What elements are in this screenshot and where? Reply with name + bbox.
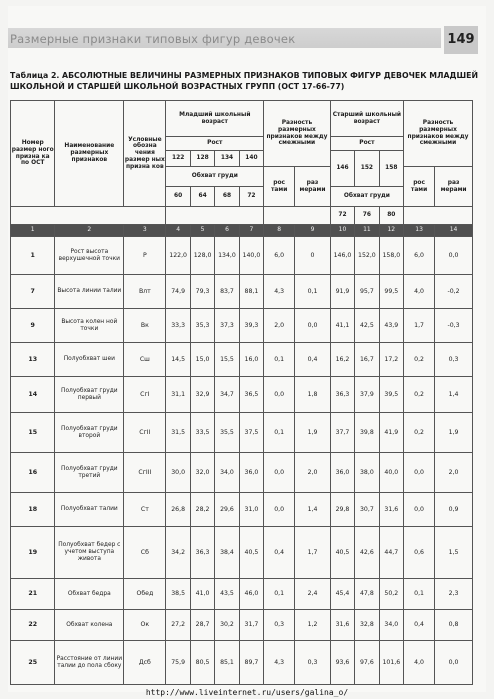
row-number: 25 <box>11 641 55 685</box>
senior-diff-size: -0,3 <box>435 309 473 343</box>
junior-value: 31,5 <box>166 413 190 453</box>
junior-value: 140,0 <box>239 237 263 275</box>
senior-diff-size: 0,9 <box>435 493 473 527</box>
senior-value: 16,7 <box>355 343 379 377</box>
table-row <box>11 453 473 493</box>
column-number: 1 <box>11 225 55 237</box>
row-name: Полуобхват груди первый <box>55 377 124 413</box>
junior-value: 31,0 <box>239 493 263 527</box>
senior-value: 40,5 <box>330 527 354 579</box>
junior-value: 26,8 <box>166 493 190 527</box>
junior-value: 74,9 <box>166 275 190 309</box>
senior-diff-size: 0,0 <box>435 237 473 275</box>
senior-value: 36,3 <box>330 377 354 413</box>
junior-value: 32,9 <box>190 377 214 413</box>
junior-value: 41,0 <box>190 579 214 610</box>
junior-value: 16,0 <box>239 343 263 377</box>
table-row <box>11 309 473 343</box>
table-row <box>11 343 473 377</box>
row-number: 13 <box>11 343 55 377</box>
table-row <box>11 641 473 685</box>
row-symbol: Вк <box>124 309 166 343</box>
row-name: Обхват бедра <box>55 579 124 610</box>
junior-value: 128,0 <box>190 237 214 275</box>
header-junior-by-height: рос тами <box>264 167 295 207</box>
senior-chest-1: 72 <box>330 207 354 225</box>
junior-value: 30,0 <box>166 453 190 493</box>
row-number: 7 <box>11 275 55 309</box>
column-number-row <box>11 225 473 237</box>
row-number: 19 <box>11 527 55 579</box>
row-symbol: Влт <box>124 275 166 309</box>
senior-value: 41,9 <box>379 413 403 453</box>
junior-diff-size: 1,2 <box>295 610 331 641</box>
senior-diff-height: 0,2 <box>404 377 435 413</box>
senior-value: 101,6 <box>379 641 403 685</box>
row-symbol: Дсб <box>124 641 166 685</box>
junior-value: 40,5 <box>239 527 263 579</box>
junior-value: 36,0 <box>239 453 263 493</box>
senior-diff-size: 2,0 <box>435 453 473 493</box>
junior-value: 83,7 <box>215 275 239 309</box>
row-name: Обхват колена <box>55 610 124 641</box>
junior-diff-height: 0,1 <box>264 413 295 453</box>
column-number: 12 <box>379 225 403 237</box>
junior-value: 33,3 <box>166 309 190 343</box>
junior-value: 39,3 <box>239 309 263 343</box>
senior-diff-size: 0,0 <box>435 641 473 685</box>
senior-diff-height: 0,0 <box>404 493 435 527</box>
junior-value: 14,5 <box>166 343 190 377</box>
junior-value: 33,5 <box>190 413 214 453</box>
senior-value: 43,9 <box>379 309 403 343</box>
junior-value: 36,5 <box>239 377 263 413</box>
senior-value: 45,4 <box>330 579 354 610</box>
junior-diff-size: 1,7 <box>295 527 331 579</box>
senior-value: 39,5 <box>379 377 403 413</box>
row-symbol: СгI <box>124 377 166 413</box>
senior-value: 158,0 <box>379 237 403 275</box>
junior-value: 134,0 <box>215 237 239 275</box>
senior-value: 16,2 <box>330 343 354 377</box>
senior-value: 38,0 <box>355 453 379 493</box>
senior-diff-size: 2,3 <box>435 579 473 610</box>
senior-value: 30,7 <box>355 493 379 527</box>
row-symbol: Ок <box>124 610 166 641</box>
header-diff-senior: Разность размерных признаков между смежными <box>404 101 473 167</box>
junior-value: 85,1 <box>215 641 239 685</box>
junior-diff-size: 0,3 <box>295 641 331 685</box>
junior-value: 27,2 <box>166 610 190 641</box>
column-number: 5 <box>190 225 214 237</box>
senior-diff-size: 1,5 <box>435 527 473 579</box>
senior-chest-2: 76 <box>355 207 379 225</box>
header-name: Наименование размерных признаков <box>55 101 124 207</box>
table-row <box>11 610 473 641</box>
junior-value: 28,2 <box>190 493 214 527</box>
junior-diff-height: 0,0 <box>264 493 295 527</box>
junior-value: 38,5 <box>166 579 190 610</box>
senior-diff-size: -0,2 <box>435 275 473 309</box>
junior-value: 35,5 <box>215 413 239 453</box>
row-number: 18 <box>11 493 55 527</box>
senior-value: 97,6 <box>355 641 379 685</box>
junior-diff-height: 0,1 <box>264 343 295 377</box>
row-name: Высота колен ной точки <box>55 309 124 343</box>
header-junior-height: Рост <box>166 137 264 151</box>
junior-height-3: 134 <box>215 151 239 167</box>
senior-value: 34,0 <box>379 610 403 641</box>
senior-diff-height: 0,1 <box>404 579 435 610</box>
table-row <box>11 237 473 275</box>
header-senior-height: Рост <box>330 137 403 151</box>
senior-diff-size: 0,3 <box>435 343 473 377</box>
senior-diff-height: 4,0 <box>404 275 435 309</box>
senior-diff-height: 1,7 <box>404 309 435 343</box>
junior-diff-height: 4,3 <box>264 275 295 309</box>
row-symbol: Сб <box>124 527 166 579</box>
junior-value: 80,5 <box>190 641 214 685</box>
junior-value: 34,0 <box>215 453 239 493</box>
row-name: Рост высота верхушечной точки <box>55 237 124 275</box>
junior-height-1: 122 <box>166 151 190 167</box>
row-name: Высота линии талии <box>55 275 124 309</box>
header-diff-junior: Разность размерных признаков между смежными <box>264 101 331 167</box>
header-senior-group: Старший школьный возраст <box>330 101 403 137</box>
table-row <box>11 377 473 413</box>
header-spacer-diff-senior <box>404 207 473 225</box>
senior-diff-height: 0,0 <box>404 453 435 493</box>
row-name: Полуобхват шеи <box>55 343 124 377</box>
senior-height-3: 158 <box>379 151 403 187</box>
senior-value: 99,5 <box>379 275 403 309</box>
junior-diff-height: 0,0 <box>264 377 295 413</box>
header-symbol: Условные обозна чения размер ных призна ков <box>124 101 166 207</box>
junior-value: 34,2 <box>166 527 190 579</box>
junior-value: 37,5 <box>239 413 263 453</box>
junior-diff-height: 0,3 <box>264 610 295 641</box>
senior-value: 47,8 <box>355 579 379 610</box>
row-number: 14 <box>11 377 55 413</box>
senior-value: 17,2 <box>379 343 403 377</box>
senior-value: 36,0 <box>330 453 354 493</box>
junior-value: 89,7 <box>239 641 263 685</box>
row-number: 1 <box>11 237 55 275</box>
junior-value: 122,0 <box>166 237 190 275</box>
row-name: Полуобхват талии <box>55 493 124 527</box>
junior-diff-size: 2,4 <box>295 579 331 610</box>
column-number: 7 <box>239 225 263 237</box>
junior-value: 32,0 <box>190 453 214 493</box>
header-number: Номер размер ного призна ка по ОСТ <box>11 101 55 207</box>
junior-chest-4: 72 <box>239 187 263 207</box>
junior-diff-size: 0,1 <box>295 275 331 309</box>
column-number: 2 <box>55 225 124 237</box>
header-junior-chest: Обхват груди <box>166 167 264 187</box>
header-spacer <box>11 207 166 225</box>
table-row <box>11 493 473 527</box>
senior-value: 32,8 <box>355 610 379 641</box>
junior-diff-height: 0,1 <box>264 579 295 610</box>
senior-value: 93,6 <box>330 641 354 685</box>
senior-value: 42,6 <box>355 527 379 579</box>
senior-diff-height: 6,0 <box>404 237 435 275</box>
row-symbol: Обед <box>124 579 166 610</box>
senior-value: 44,7 <box>379 527 403 579</box>
junior-value: 15,5 <box>215 343 239 377</box>
table-row <box>11 413 473 453</box>
junior-diff-size: 0 <box>295 237 331 275</box>
table-row <box>11 579 473 610</box>
junior-value: 34,7 <box>215 377 239 413</box>
junior-value: 31,1 <box>166 377 190 413</box>
junior-value: 37,3 <box>215 309 239 343</box>
junior-diff-size: 0,0 <box>295 309 331 343</box>
senior-diff-size: 0,8 <box>435 610 473 641</box>
row-name: Расстояние от линии талии до пола сбоку <box>55 641 124 685</box>
row-symbol: Р <box>124 237 166 275</box>
senior-height-1: 146 <box>330 151 354 187</box>
senior-value: 146,0 <box>330 237 354 275</box>
senior-value: 95,7 <box>355 275 379 309</box>
senior-value: 40,0 <box>379 453 403 493</box>
junior-value: 38,4 <box>215 527 239 579</box>
junior-value: 75,9 <box>166 641 190 685</box>
junior-value: 36,3 <box>190 527 214 579</box>
junior-value: 79,3 <box>190 275 214 309</box>
senior-diff-height: 0,6 <box>404 527 435 579</box>
junior-value: 31,7 <box>239 610 263 641</box>
column-number: 14 <box>435 225 473 237</box>
row-number: 15 <box>11 413 55 453</box>
row-symbol: Ст <box>124 493 166 527</box>
table-caption: Таблица 2. АБСОЛЮТНЫЕ ВЕЛИЧИНЫ РАЗМЕРНЫХ ПРИЗНАКОВ ТИПОВЫХ ФИГУР ДЕВОЧЕК МЛАДШЕЙ ШКОЛЬНОЙ И СТАРШЕЙ ШКОЛЬНОЙ ВОЗРАСТНЫХ ГРУПП (ОСТ 17-66-77) <box>10 71 478 91</box>
row-name: Полуобхват груди третий <box>55 453 124 493</box>
row-number: 16 <box>11 453 55 493</box>
row-number: 22 <box>11 610 55 641</box>
junior-value: 29,6 <box>215 493 239 527</box>
senior-diff-height: 0,2 <box>404 343 435 377</box>
junior-value: 46,0 <box>239 579 263 610</box>
page-number: 149 <box>444 26 478 54</box>
junior-chest-2: 64 <box>190 187 214 207</box>
senior-diff-size: 1,9 <box>435 413 473 453</box>
column-number: 11 <box>355 225 379 237</box>
header-spacer-junior <box>166 207 264 225</box>
junior-value: 30,2 <box>215 610 239 641</box>
running-header: Размерные признаки типовых фигур девочек <box>10 32 296 46</box>
senior-value: 91,9 <box>330 275 354 309</box>
column-number: 8 <box>264 225 295 237</box>
senior-diff-height: 4,0 <box>404 641 435 685</box>
senior-diff-height: 0,2 <box>404 413 435 453</box>
senior-value: 29,8 <box>330 493 354 527</box>
table-row <box>11 275 473 309</box>
column-number: 13 <box>404 225 435 237</box>
measurements-table <box>10 100 473 685</box>
senior-value: 152,0 <box>355 237 379 275</box>
junior-height-2: 128 <box>190 151 214 167</box>
header-junior-group: Младший школьный возраст <box>166 101 264 137</box>
senior-diff-height: 0,4 <box>404 610 435 641</box>
row-symbol: Сш <box>124 343 166 377</box>
table-row <box>11 527 473 579</box>
column-number: 9 <box>295 225 331 237</box>
column-number: 4 <box>166 225 190 237</box>
header-senior-chest: Обхват груди <box>330 187 403 207</box>
junior-value: 35,3 <box>190 309 214 343</box>
senior-value: 41,1 <box>330 309 354 343</box>
senior-value: 31,6 <box>330 610 354 641</box>
senior-value: 39,8 <box>355 413 379 453</box>
junior-chest-1: 60 <box>166 187 190 207</box>
junior-diff-height: 4,3 <box>264 641 295 685</box>
column-number: 10 <box>330 225 354 237</box>
junior-diff-size: 1,4 <box>295 493 331 527</box>
junior-diff-size: 1,9 <box>295 413 331 453</box>
column-number: 3 <box>124 225 166 237</box>
junior-height-4: 140 <box>239 151 263 167</box>
junior-diff-height: 0,0 <box>264 453 295 493</box>
junior-value: 88,1 <box>239 275 263 309</box>
row-symbol: СгIII <box>124 453 166 493</box>
junior-value: 43,5 <box>215 579 239 610</box>
junior-diff-size: 2,0 <box>295 453 331 493</box>
senior-value: 37,7 <box>330 413 354 453</box>
junior-diff-size: 0,4 <box>295 343 331 377</box>
row-number: 21 <box>11 579 55 610</box>
junior-chest-3: 68 <box>215 187 239 207</box>
table-body <box>11 237 473 685</box>
junior-diff-height: 2,0 <box>264 309 295 343</box>
senior-diff-size: 1,4 <box>435 377 473 413</box>
header-spacer-diff <box>264 207 331 225</box>
senior-value: 31,6 <box>379 493 403 527</box>
junior-diff-size: 1,8 <box>295 377 331 413</box>
row-number: 9 <box>11 309 55 343</box>
senior-value: 42,5 <box>355 309 379 343</box>
senior-value: 50,2 <box>379 579 403 610</box>
junior-value: 15,0 <box>190 343 214 377</box>
senior-chest-3: 80 <box>379 207 403 225</box>
junior-value: 28,7 <box>190 610 214 641</box>
junior-diff-height: 6,0 <box>264 237 295 275</box>
header-junior-by-size: раз мерами <box>295 167 331 207</box>
row-symbol: СгII <box>124 413 166 453</box>
senior-height-2: 152 <box>355 151 379 187</box>
header-senior-by-size: раз мерами <box>435 167 473 207</box>
column-number: 6 <box>215 225 239 237</box>
row-name: Полуобхват бедер с учетом выступа живота <box>55 527 124 579</box>
junior-diff-height: 0,4 <box>264 527 295 579</box>
senior-value: 37,9 <box>355 377 379 413</box>
header-senior-by-height: рос тами <box>404 167 435 207</box>
row-name: Полуобхват груди второй <box>55 413 124 453</box>
footer-url: http://www.liveinternet.ru/users/galina_o/ <box>145 688 349 697</box>
